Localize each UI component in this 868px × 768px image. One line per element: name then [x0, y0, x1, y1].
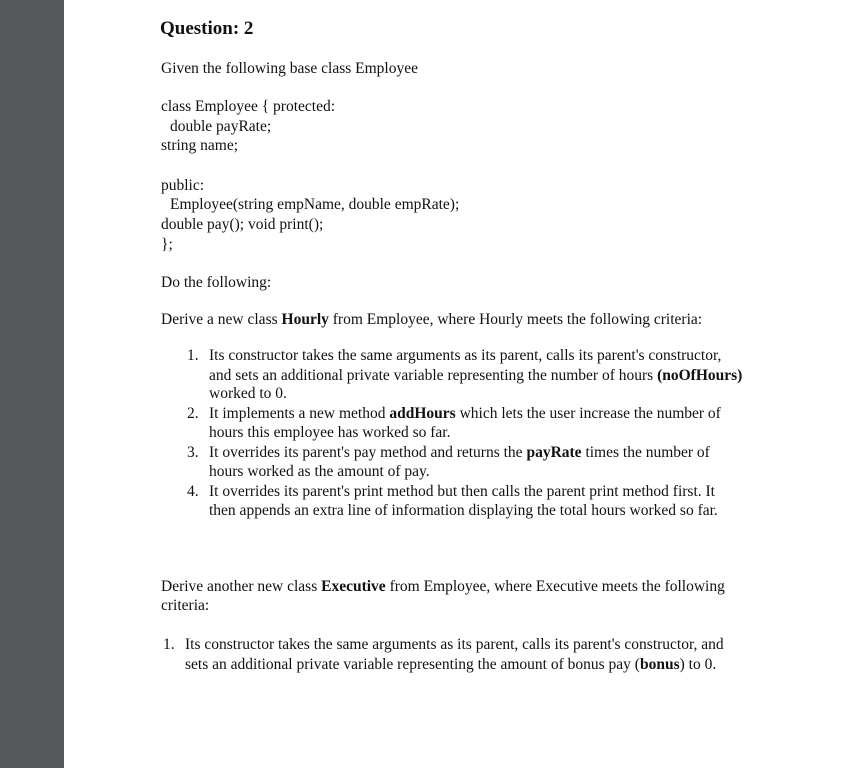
intro-text: Given the following base class Employee: [161, 60, 418, 77]
code-line: double payRate;: [170, 118, 272, 135]
code-line: double pay(); void print();: [161, 216, 324, 233]
list-number: 1.: [163, 636, 175, 653]
code-line: };: [161, 236, 173, 253]
list-number: 1.: [187, 347, 199, 364]
code-line: string name;: [161, 137, 239, 154]
executive-heading: Derive another new class Executive from Employee, where Executive meets the following: [161, 578, 725, 595]
code-line: class Employee { protected:: [161, 98, 336, 115]
document-page: Question: 2 Given the following base class Employee class Employee { protected: double payRate; string name; public: Employee(string empName, double empRate); double pay(); void print(); }; Do the following: Derive a new class Hourly from Employee, where Hourly meets the following criteria: 1. Its constructor takes the same arguments as its parent, calls its parent's constructor, and sets an additional private variable representing the number of hours (noOfHours) worked to 0. 2. It implements a new method addHours which lets the user increase the number of hours this employee has worked so far. 3. It overrides its parent's pay method and returns the payRate times the number of hours worked as the amount of pay. 4. It overrides its parent's print method but then calls the parent print method first. It then appends an extra line of information displaying the total hours worked so far. Derive another new class Executive from Employee, where Executive meets the following criteria: 1. Its constructor takes the same arguments as its parent, calls its parent's constructor, and sets an additional private variable representing the amount of bonus pay (bonus) to 0.: [64, 0, 868, 768]
code-line: Employee(string empName, double empRate);: [170, 196, 460, 213]
list-number: 3.: [187, 444, 199, 461]
code-line: public:: [161, 177, 205, 194]
list-number: 4.: [187, 483, 199, 500]
instruction-text: Do the following:: [161, 274, 272, 291]
hourly-heading: Derive a new class Hourly from Employee, where Hourly meets the following criteria:: [161, 311, 703, 328]
viewer-sidebar: [0, 0, 64, 768]
executive-heading-cont: criteria:: [161, 597, 210, 614]
list-number: 2.: [187, 405, 199, 422]
question-title: Question: 2: [160, 18, 254, 39]
